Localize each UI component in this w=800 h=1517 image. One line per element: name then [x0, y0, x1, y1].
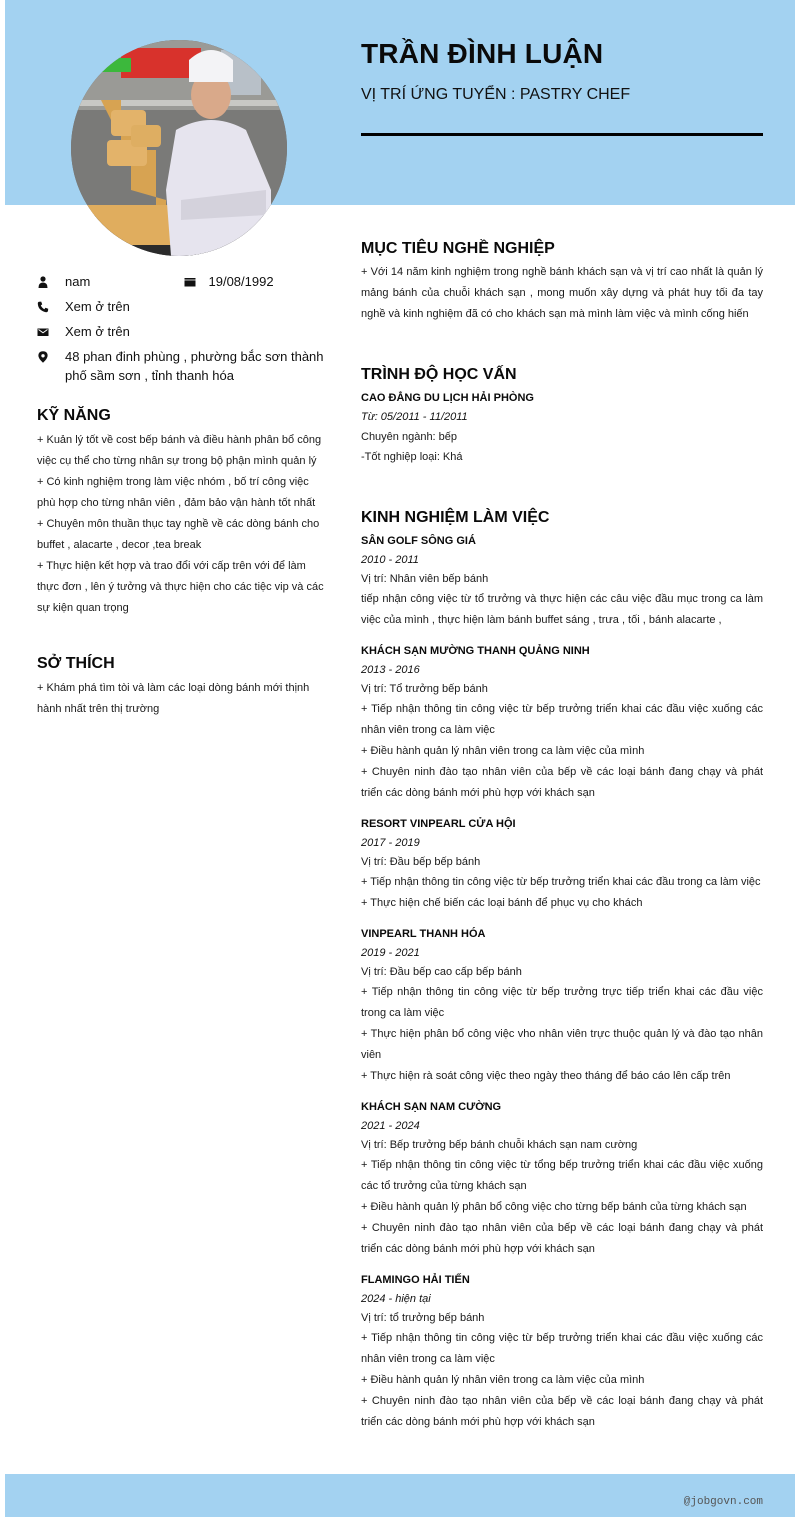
envelope-icon: [37, 322, 65, 341]
job-detail: + Thực hiện chế biến các loại bánh để phục vụ cho khách: [361, 897, 643, 909]
job-org: VINPEARL THANH HÓA: [361, 928, 486, 940]
job-period: 2024 - hiện tại: [361, 1293, 431, 1305]
experience-title: KINH NGHIỆM LÀM VIỆC: [361, 509, 550, 526]
job-entry: [361, 1098, 763, 1260]
job-entry: [361, 532, 763, 631]
hobbies-title: SỞ THÍCH: [37, 655, 115, 672]
job-org: KHÁCH SẠN NAM CƯỜNG: [361, 1101, 502, 1113]
experience-section: [361, 509, 763, 1444]
job-detail: + Tiếp nhận thông tin công việc từ bếp trưởng triển khai các đầu trong ca làm việc: [361, 876, 761, 888]
job-entry: [361, 815, 763, 914]
job-entry: [361, 925, 763, 1087]
calendar-icon: [184, 272, 209, 291]
job-org: SÂN GOLF SÔNG GIÁ: [361, 535, 476, 547]
job-detail: + Tiếp nhận thông tin công việc từ bếp trưởng triển khai các đầu việc xuống các nhân viên trong ca làm việc: [361, 1332, 763, 1365]
skill-item: + Có kinh nghiệm trong làm việc nhóm , bố trí công việc phù hợp cho từng nhân viên , đảm bảo vận hành tốt nhất: [37, 476, 316, 509]
job-role: Vị trí: Đầu bếp cao cấp bếp bánh: [361, 966, 522, 978]
phone: Xem ở trên: [65, 299, 130, 314]
skills-title: KỸ NĂNG: [37, 407, 111, 424]
job-detail: + Tiếp nhận thông tin công việc từ bếp trưởng trực tiếp triển khai các đầu việc trong ca làm việc: [361, 986, 763, 1019]
job-detail: + Thực hiện phân bổ công việc vho nhân viên trực thuộc quản lý và đào tạo nhân viên: [361, 1028, 763, 1061]
objective-section: [361, 240, 763, 325]
skill-item: + Kuản lý tốt về cost bếp bánh và điều hành phân bổ công việc cụ thể cho từng nhân sự trong bộ phận mình quản lý: [37, 434, 322, 467]
phone-icon: [37, 297, 65, 316]
job-role: Vị trí: Tổ trưởng bếp bánh: [361, 683, 488, 695]
education-section: [361, 366, 763, 467]
skill-item: + Chuyên môn thuần thục tay nghề về các dòng bánh cho buffet , alacarte , decor ,tea break: [37, 518, 320, 551]
footer-band: [5, 1474, 795, 1517]
skills-section: [37, 407, 327, 619]
job-detail: + Thực hiện rà soát công việc theo ngày theo tháng để báo cáo lên cấp trên: [361, 1070, 731, 1082]
hobbies-section: [37, 655, 327, 720]
job-detail: + Chuyên ninh đào tạo nhân viên của bếp về các loại bánh đang chạy và phát triển các dòng bánh mới phù hợp với khách sạn: [361, 1395, 763, 1428]
chef-portrait-photo: [71, 40, 287, 256]
phone-row: [37, 297, 327, 316]
job-detail: + Điều hành quản lý nhân viên trong ca làm việc của mình: [361, 745, 645, 757]
education-title: TRÌNH ĐỘ HỌC VẤN: [361, 366, 517, 383]
job-org: RESORT VINPEARL CỬA HỘI: [361, 818, 516, 830]
job-detail: + Điều hành quản lý phân bổ công việc cho từng bếp bánh của từng khách sạn: [361, 1201, 747, 1213]
job-role: Vị trí: Nhân viên bếp bánh: [361, 573, 489, 585]
job-period: 2019 - 2021: [361, 947, 420, 959]
avatar: [71, 40, 287, 256]
job-detail: + Tiếp nhận thông tin công việc từ tổng bếp trưởng triển khai các đầu việc xuống các tổ trưởng của từng khách sạn: [361, 1159, 763, 1192]
education-period: Từ: 05/2011 - 11/2011: [361, 411, 468, 423]
job-period: 2017 - 2019: [361, 837, 420, 849]
objective-title: MỤC TIÊU NGHỀ NGHIỆP: [361, 240, 555, 257]
objective-text: + Với 14 năm kinh nghiệm trong nghề bánh khách sạn và vị trí cao nhất là quản lý mảng bánh của chuỗi khách sạn , mong muốn xây dựng và phát huy tối đa tay nghề và kinh nghiệm đã có cho khách sạn mà mình làm việc và mình cống hiến: [361, 266, 763, 320]
school-name: CAO ĐẲNG DU LỊCH HẢI PHÒNG: [361, 392, 534, 404]
job-period: 2013 - 2016: [361, 664, 420, 676]
job-detail: + Chuyên ninh đào tạo nhân viên của bếp về các loại bánh đang chạy và phát triển các dòng bánh mới phù hợp với khách sạn: [361, 766, 763, 799]
applied-position: VỊ TRÍ ỨNG TUYỂN : PASTRY CHEF: [361, 86, 631, 103]
job-period: 2021 - 2024: [361, 1120, 420, 1132]
education-grade: -Tốt nghiệp loại: Khá: [361, 451, 463, 463]
job-detail: + Chuyên ninh đào tạo nhân viên của bếp về các loại bánh đang chạy và phát triển các dòng bánh mới phù hợp với khách sạn: [361, 1222, 763, 1255]
job-entry: [361, 1271, 763, 1433]
education-major: Chuyên ngành: bếp: [361, 431, 458, 443]
job-period: 2010 - 2011: [361, 554, 419, 566]
email-row: [37, 322, 327, 341]
skill-item: + Thực hiện kết hợp và trao đổi với cấp trên với để làm thực đơn , lên ý tưởng và thực hiện cho các tiệc vip và các sự kiện quan trọng: [37, 560, 324, 614]
job-org: FLAMINGO HẢI TIẾN: [361, 1274, 470, 1286]
candidate-name: TRẦN ĐÌNH LUẬN: [361, 38, 604, 69]
email: Xem ở trên: [65, 324, 130, 339]
address: 48 phan đinh phùng , phường bắc sơn thành phố sầm sơn , tỉnh thanh hóa: [65, 349, 324, 383]
title-divider: [361, 133, 763, 136]
job-detail: tiếp nhận công việc từ tổ trưởng và thực hiện các câu việc đầu mục trong ca làm việc của mình , thực hiện làm bánh buffet sáng , trưa , tối , bánh alacarte ,: [361, 593, 763, 626]
job-role: Vị trí: tổ trưởng bếp bánh: [361, 1312, 485, 1324]
date-of-birth: 19/08/1992: [208, 274, 274, 289]
job-role: Vị trí: Bếp trưởng bếp bánh chuỗi khách sạn nam cường: [361, 1139, 638, 1151]
gender: nam: [65, 274, 91, 289]
job-role: Vị trí: Đầu bếp bếp bánh: [361, 856, 481, 868]
person-icon: [37, 272, 65, 291]
watermark: @jobgovn.com: [683, 1496, 763, 1508]
hobby-item: + Khám phá tìm tòi và làm các loại dòng bánh mới thịnh hành nhất trên thị trường: [37, 682, 310, 715]
location-pin-icon: [37, 347, 65, 366]
gender-dob-row: [37, 272, 327, 291]
job-entry: [361, 642, 763, 804]
contact-info: [37, 272, 327, 391]
job-detail: + Điều hành quản lý nhân viên trong ca làm việc của mình: [361, 1374, 645, 1386]
job-detail: + Tiếp nhận thông tin công việc từ bếp trưởng triển khai các đầu việc xuống các nhân viên trong ca làm việc: [361, 703, 763, 736]
address-row: [37, 347, 327, 385]
job-org: KHÁCH SẠN MƯỜNG THANH QUẢNG NINH: [361, 645, 590, 657]
